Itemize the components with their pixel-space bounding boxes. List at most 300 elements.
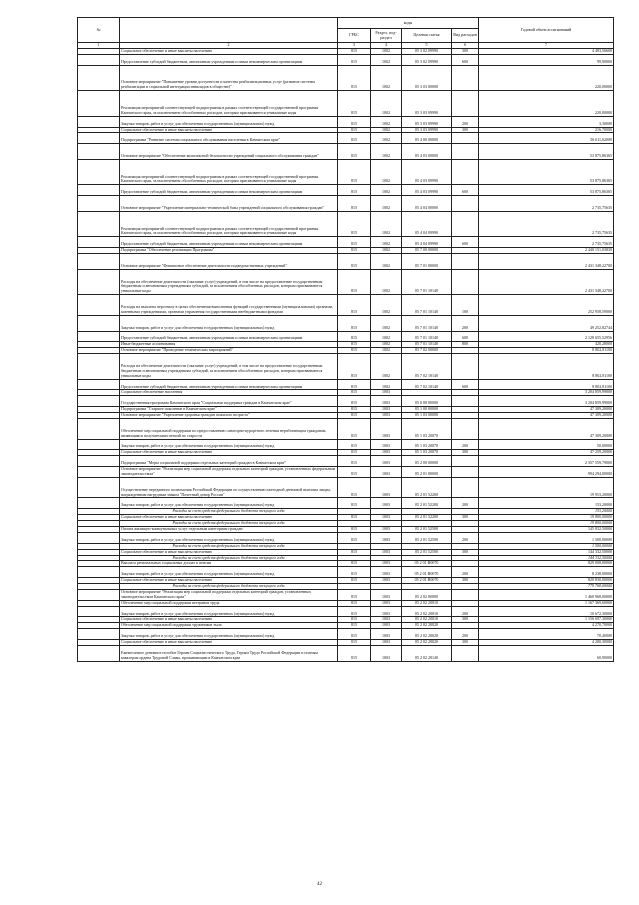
table-row: [78, 379, 614, 390]
item-name-cell: Расходы за счет средств федерального бюджета текущего года: [120, 521, 338, 527]
grbs-cell: 815: [338, 237, 371, 248]
expense-kind-cell: [452, 159, 479, 185]
section-cell: 1002: [371, 91, 402, 117]
expense-kind-cell: [452, 65, 479, 91]
article-cell: 05 3 03 00000: [402, 65, 452, 91]
expense-kind-cell: [452, 354, 479, 380]
item-name-cell: Социальное обеспечение и иные выплаты населению: [120, 578, 338, 584]
section-cell: 1002: [371, 159, 402, 185]
grbs-cell: 815: [338, 617, 371, 623]
amount-cell: 216,70000: [479, 127, 614, 133]
grbs-cell: 815: [338, 396, 371, 407]
table-row: [78, 467, 614, 478]
row-number-cell: [78, 133, 120, 144]
expense-kind-cell: 600: [452, 331, 479, 342]
amount-cell: 19 953,20000: [479, 477, 614, 498]
expense-kind-cell: 200: [452, 116, 479, 127]
expense-kind-cell: 600: [452, 379, 479, 390]
table-row: [78, 477, 614, 498]
amount-cell: 10 672,30000: [479, 606, 614, 617]
row-number-cell: [78, 315, 120, 331]
amount-cell: 2 431 348,22700: [479, 254, 614, 270]
amount-cell: 2 735,75635: [479, 211, 614, 237]
table-row: [78, 185, 614, 196]
expense-kind-cell: [452, 589, 479, 600]
expense-kind-cell: [452, 211, 479, 237]
grbs-cell: 815: [338, 159, 371, 185]
article-cell: 05 3 02 09990: [402, 49, 452, 55]
grbs-cell: 815: [338, 439, 371, 450]
item-name-cell: Предоставление субсидий бюджетным, автономным учреждениям и иным некоммерческим организациям: [120, 237, 338, 248]
amount-cell: 252 958,59000: [479, 295, 614, 316]
amount-cell: 8 802,81100: [479, 379, 614, 390]
amount-cell: 8 802,81100: [479, 348, 614, 354]
item-name-cell: Социальное обеспечение и иные выплаты населению: [120, 549, 338, 555]
table-row: [78, 418, 614, 439]
row-number-cell: [78, 629, 120, 640]
section-cell: 1002: [371, 237, 402, 248]
article-cell: 05 7 01 10140: [402, 342, 452, 348]
article-cell: 05 7 02 10140: [402, 354, 452, 380]
grbs-cell: 815: [338, 116, 371, 127]
expense-kind-cell: 300: [452, 617, 479, 623]
grbs-cell: 815: [338, 623, 371, 629]
article-cell: 05 2 01 52500: [402, 526, 452, 532]
section-cell: 1003: [371, 390, 402, 396]
kind-column-header: Вид расходов: [452, 29, 479, 43]
amount-cell: 2 128 655,52956: [479, 331, 614, 342]
row-number-cell: [78, 439, 120, 450]
amount-cell: 153,20000: [479, 509, 614, 515]
article-cell: 05 7 01 10140: [402, 295, 452, 316]
section-cell: 1002: [371, 354, 402, 380]
row-number-cell: [78, 456, 120, 467]
article-cell: 05 1 00 00000: [402, 407, 452, 413]
expense-kind-cell: [452, 91, 479, 117]
table-row: [78, 269, 614, 295]
article-cell: 05 7 02 10140: [402, 379, 452, 390]
item-name-cell: Расходы на обеспечение деятельности (оказание услуг) учреждений, в том числе на предоставление государственным бюджетным и автономным учреждениям субсидий, за исключением обособленных расходов, которым присваиваются уникальные коды: [120, 354, 338, 380]
table-row: [78, 567, 614, 578]
grbs-cell: 815: [338, 498, 371, 509]
article-column-header: Целевая статья: [402, 29, 452, 43]
grbs-cell: 815: [338, 407, 371, 413]
section-cell: 1002: [371, 54, 402, 65]
article-cell: 05 2 01 R0070: [402, 578, 452, 584]
section-cell: 1003: [371, 515, 402, 521]
grbs-cell: 815: [338, 49, 371, 55]
expense-kind-cell: 300: [452, 640, 479, 646]
amount-cell: 1 167 369,60000: [479, 600, 614, 606]
column-number: 4: [371, 43, 402, 49]
item-name-cell: Закупка товаров, работ и услуг для обеспечения государственных (муниципальных) нужд: [120, 439, 338, 450]
article-cell: 05 1 03 20070: [402, 439, 452, 450]
expense-kind-cell: 100: [452, 295, 479, 316]
article-cell: 05 7 01 10140: [402, 315, 452, 331]
item-name-cell: Реализация мероприятий соответствующей подпрограммы в рамках соответствующей государственной программы Камчатского края, за исключением обособленных расходов, которым присваиваются уникальные коды: [120, 91, 338, 117]
item-name-cell: Закупка товаров, работ и услуг для обеспечения государственных (муниципальных) нужд: [120, 315, 338, 331]
grbs-cell: 815: [338, 91, 371, 117]
amount-cell: 3,30000: [479, 116, 614, 127]
article-cell: 05 3 02 09990: [402, 54, 452, 65]
article-cell: 05 7 02 00000: [402, 348, 452, 354]
item-name-cell: Реализация мероприятий соответствующей подпрограммы в рамках соответствующей государственной программы Камчатского края, за исключением обособленных расходов, которым присваиваются уникальные коды: [120, 211, 338, 237]
amount-cell: 4 483,56600: [479, 49, 614, 55]
grbs-cell: 815: [338, 133, 371, 144]
table-row: [78, 645, 614, 661]
row-number-cell: [78, 396, 120, 407]
expense-kind-cell: [452, 254, 479, 270]
item-name-cell: Оплата жилищно-коммунальных услуг отдельным категориям граждан: [120, 526, 338, 532]
amount-cell: 829 008,00000: [479, 561, 614, 567]
article-cell: 05 7 01 10140: [402, 331, 452, 342]
table-row: [78, 91, 614, 117]
amount-cell: 19 800,00000: [479, 521, 614, 527]
amount-cell: 70,40000: [479, 629, 614, 640]
amount-cell: 53 875,86365: [479, 185, 614, 196]
section-cell: 1003: [371, 467, 402, 478]
section-cell: 1002: [371, 295, 402, 316]
article-cell: 05 2 01 00000: [402, 467, 452, 478]
row-number-cell: [78, 116, 120, 127]
amount-cell: 1 460 968,00000: [479, 589, 614, 600]
row-number-cell: [78, 196, 120, 212]
expense-kind-cell: [452, 133, 479, 144]
section-cell: 1003: [371, 407, 402, 413]
item-name-cell: Социальное обеспечение и иные выплаты населению: [120, 617, 338, 623]
item-name-cell: Закупка товаров, работ и услуг для обеспечения государственных (муниципальных) нужд: [120, 629, 338, 640]
expense-kind-cell: [452, 396, 479, 407]
grbs-cell: 815: [338, 348, 371, 354]
amount-cell: 2 735,75635: [479, 196, 614, 212]
item-name-cell: Закупка товаров, работ и услуг для обеспечения государственных (муниципальных) нужд: [120, 567, 338, 578]
row-number-cell: [78, 254, 120, 270]
column-number: 2: [120, 43, 338, 49]
grbs-cell: 815: [338, 354, 371, 380]
article-cell: 05 4 03 09990: [402, 159, 452, 185]
grbs-column-header: ГРБС: [338, 29, 371, 43]
grbs-cell: 815: [338, 600, 371, 606]
grbs-cell: 815: [338, 549, 371, 555]
expense-kind-cell: [452, 467, 479, 478]
item-name-cell: Подпрограмма "Развитие системы социального обслуживания населения в Камчатском крае": [120, 133, 338, 144]
section-cell: 1002: [371, 331, 402, 342]
expense-kind-cell: 200: [452, 532, 479, 543]
article-cell: 05 1 03 00000: [402, 413, 452, 419]
grbs-cell: 815: [338, 144, 371, 160]
expense-kind-cell: 600: [452, 237, 479, 248]
amount-cell: 2 440 151,03830: [479, 248, 614, 254]
row-number-cell: [78, 645, 120, 661]
row-number-cell: [78, 331, 120, 342]
amount-cell: 2 431 348,22700: [479, 269, 614, 295]
item-name-cell: Закупка товаров, работ и услуг для обеспечения государственных (муниципальных) нужд: [120, 606, 338, 617]
amount-cell: 53 875,86365: [479, 144, 614, 160]
item-name-cell: Социальное обеспечение и иные выплаты населению: [120, 450, 338, 456]
table-row: [78, 498, 614, 509]
section-cell: 1003: [371, 532, 402, 543]
grbs-cell: 815: [338, 248, 371, 254]
row-number-cell: [78, 211, 120, 237]
item-name-cell: Предоставление субсидий бюджетным, автономным учреждениям и иным некоммерческим организациям: [120, 331, 338, 342]
amount-cell: 1 156 697,30000: [479, 617, 614, 623]
amount-cell: 53 875,86365: [479, 159, 614, 185]
budget-table: [77, 17, 614, 662]
grbs-cell: 815: [338, 196, 371, 212]
grbs-cell: 815: [338, 379, 371, 390]
item-name-cell: Расходы на обеспечение деятельности (оказание услуг) учреждений, в том числе на предоставление государственным бюджетным и автономным учреждениям субсидий, за исключением обособленных расходов, которым присваиваются уникальные коды: [120, 269, 338, 295]
amount-cell: 99,90000: [479, 54, 614, 65]
expense-kind-cell: 600: [452, 54, 479, 65]
grbs-cell: 815: [338, 418, 371, 439]
table-row: [78, 196, 614, 212]
grbs-cell: 815: [338, 477, 371, 498]
section-cell: 1003: [371, 589, 402, 600]
item-name-cell: Расходы за счет средств федерального бюджета текущего года: [120, 543, 338, 549]
section-cell: 1002: [371, 133, 402, 144]
article-cell: 05 4 03 00000: [402, 144, 452, 160]
item-name-cell: Расходы за счет средств федерального бюджета текущего года: [120, 555, 338, 561]
amount-cell: 220,00000: [479, 91, 614, 117]
article-cell: 05 4 04 09990: [402, 211, 452, 237]
amount-cell: 19 800,00000: [479, 515, 614, 521]
grbs-cell: 815: [338, 456, 371, 467]
item-name-cell: Иные бюджетные ассигнования: [120, 342, 338, 348]
section-cell: 1002: [371, 342, 402, 348]
expense-kind-cell: 200: [452, 567, 479, 578]
amount-cell: 56 611,62000: [479, 133, 614, 144]
article-cell: 05 4 04 00000: [402, 196, 452, 212]
expense-kind-cell: [452, 456, 479, 467]
expense-kind-cell: 300: [452, 127, 479, 133]
section-cell: 1003: [371, 439, 402, 450]
grbs-cell: 815: [338, 211, 371, 237]
article-cell: 05 7 01 10140: [402, 269, 452, 295]
section-cell: 1002: [371, 116, 402, 127]
article-cell: 05 2 02 20010: [402, 606, 452, 617]
row-number-cell: [78, 91, 120, 117]
section-cell: 1003: [371, 477, 402, 498]
table-row: [78, 133, 614, 144]
grbs-cell: 815: [338, 127, 371, 133]
row-number-cell: [78, 498, 120, 509]
item-name-cell: Основное мероприятие "Проведение тематических мероприятий": [120, 348, 338, 354]
article-cell: 05 2 01 52500: [402, 549, 452, 555]
grbs-cell: 815: [338, 295, 371, 316]
row-number-cell: [78, 477, 120, 498]
item-name-cell: Основное мероприятие "Финансовое обеспечение деятельности подведомственных учреждений": [120, 254, 338, 270]
section-cell: 1003: [371, 578, 402, 584]
expense-kind-cell: 300: [452, 49, 479, 55]
expense-kind-cell: 200: [452, 606, 479, 617]
grbs-cell: 815: [338, 185, 371, 196]
section-column-header: Раздел, под-раздел: [371, 29, 402, 43]
item-name-cell: Подпрограмма "Обеспечение реализации Программы": [120, 248, 338, 254]
amount-cell: 994 294,00000: [479, 467, 614, 478]
section-cell: 1003: [371, 526, 402, 532]
article-cell: 05 2 01 52200: [402, 515, 452, 521]
amount-cell: 4 270,70000: [479, 623, 614, 629]
row-number-cell: [78, 295, 120, 316]
table-row: [78, 532, 614, 543]
table-row: [78, 456, 614, 467]
item-name-cell: Закупка товаров, работ и услуг для обеспечения государственных (муниципальных) нужд: [120, 498, 338, 509]
amount-cell: 4 200,30000: [479, 640, 614, 646]
amount-cell: 49 252,82744: [479, 315, 614, 331]
grbs-cell: 815: [338, 413, 371, 419]
section-cell: 1003: [371, 498, 402, 509]
expense-kind-cell: [452, 269, 479, 295]
amount-cell: 3 204 859,99000: [479, 396, 614, 407]
expense-kind-cell: 300: [452, 578, 479, 584]
amount-cell: 1 500,00000: [479, 532, 614, 543]
item-name-cell: Социальное обеспечение населения: [120, 390, 338, 396]
grbs-cell: 815: [338, 578, 371, 584]
amount-cell: 144 332,50000: [479, 549, 614, 555]
article-cell: 05 4 00 00000: [402, 133, 452, 144]
expense-kind-cell: 800: [452, 342, 479, 348]
article-cell: 05 4 04 09990: [402, 237, 452, 248]
table-row: [78, 65, 614, 91]
grbs-cell: 815: [338, 450, 371, 456]
item-name-cell: Обеспечение мер социальной поддержки тружеников тыла: [120, 623, 338, 629]
column-number: 5: [402, 43, 452, 49]
item-name-cell: Закупка товаров, работ и услуг для обеспечения государственных (муниципальных) нужд: [120, 116, 338, 127]
item-name-cell: Основное мероприятие "Укрепление здоровья граждан пожилого возраста": [120, 413, 338, 419]
row-number-cell: [78, 589, 120, 600]
row-number-cell: [78, 144, 120, 160]
grbs-cell: 815: [338, 567, 371, 578]
section-cell: 1002: [371, 379, 402, 390]
grbs-cell: 815: [338, 532, 371, 543]
section-cell: 1002: [371, 196, 402, 212]
expense-kind-cell: 200: [452, 315, 479, 331]
expense-kind-cell: 200: [452, 498, 479, 509]
article-cell: 05 7 00 00000: [402, 248, 452, 254]
amount-cell: 47 259,20000: [479, 450, 614, 456]
section-cell: 1002: [371, 127, 402, 133]
amount-cell: 145 832,50000: [479, 526, 614, 532]
item-name-cell: Основное мероприятие "Укрепление материально-технической базы учреждений социального обслуживания граждан": [120, 196, 338, 212]
item-name-cell: Подпрограмма "Старшее поколение в Камчатском крае": [120, 407, 338, 413]
article-cell: 05 2 02 20020: [402, 629, 452, 640]
article-cell: 05 0 00 00000: [402, 396, 452, 407]
codes-group-header: коды: [338, 18, 479, 29]
column-number: 6: [452, 43, 479, 49]
expense-kind-cell: 300: [452, 549, 479, 555]
item-name-cell: Расходы на выплаты персоналу в целях обеспечения выполнения функций государственными (муниципальными) органами, казенными учреждениями, органами управления государственными внебюджетными фондами: [120, 295, 338, 316]
grbs-cell: 815: [338, 467, 371, 478]
section-cell: 1002: [371, 348, 402, 354]
article-cell: 05 3 03 09990: [402, 116, 452, 127]
expense-kind-cell: 600: [452, 185, 479, 196]
section-cell: 1003: [371, 629, 402, 640]
row-number-cell: [78, 237, 120, 248]
item-name-cell: Осуществление переданного полномочия Российской Федерации по осуществлению ежегодной денежной выплаты лицам, награжденным нагрудным знаком "Почетный донор России": [120, 477, 338, 498]
item-name-cell: Ежемесячное денежное пособие Героям Социалистического Труда, Героям Труда Российской Федерации и полным кавалерам ордена Трудовой Славы, проживающим в Камчатском крае: [120, 645, 338, 661]
expense-kind-cell: 300: [452, 450, 479, 456]
expense-kind-cell: [452, 144, 479, 160]
column-number: 1: [78, 43, 120, 49]
section-cell: 1002: [371, 248, 402, 254]
amount-cell: 3 204 859,99000: [479, 390, 614, 396]
table-row: [78, 116, 614, 127]
table-row: [78, 439, 614, 450]
item-name-cell: Обеспечение мер социальной поддержки по предоставлению санаторно-курортного лечения неработающим гражданам, являющимся получателями пенсий по старости: [120, 418, 338, 439]
expense-kind-cell: 200: [452, 629, 479, 640]
article-cell: 05 2 01 52200: [402, 498, 452, 509]
table-row: [78, 331, 614, 342]
article-cell: 05 2 02 20020: [402, 640, 452, 646]
row-number-cell: [78, 54, 120, 65]
article-cell: 05 3 03 09990: [402, 127, 452, 133]
expense-kind-cell: [452, 418, 479, 439]
item-name-cell: Государственная программа Камчатского края "Социальная поддержка граждан в Камчатском крае": [120, 396, 338, 407]
section-cell: 1003: [371, 396, 402, 407]
section-cell: 1003: [371, 413, 402, 419]
amount-cell: 779 768,00000: [479, 584, 614, 590]
row-number-cell: [78, 269, 120, 295]
row-number-cell: [78, 532, 120, 543]
table-row: [78, 354, 614, 380]
article-cell: 05 2 02 20010: [402, 617, 452, 623]
expense-kind-cell: [452, 196, 479, 212]
table-row: [78, 315, 614, 331]
article-cell: 05 7 01 00000: [402, 254, 452, 270]
table-row: [78, 396, 614, 407]
grbs-cell: 815: [338, 606, 371, 617]
section-cell: 1003: [371, 606, 402, 617]
item-name-cell: Социальное обеспечение и иные выплаты населению: [120, 515, 338, 521]
amount-cell: 47 309,20000: [479, 407, 614, 413]
item-name-cell: Предоставление субсидий бюджетным, автономным учреждениям и иным некоммерческим организациям: [120, 379, 338, 390]
article-cell: 05 4 03 09990: [402, 185, 452, 196]
section-cell: 1003: [371, 456, 402, 467]
section-cell: 1003: [371, 549, 402, 555]
article-cell: 05 2 02 20020: [402, 623, 452, 629]
grbs-cell: 815: [338, 515, 371, 521]
grbs-cell: 815: [338, 390, 371, 396]
row-number-cell: [78, 379, 120, 390]
article-cell: 05 2 00 00000: [402, 456, 452, 467]
amount-cell: 153,20000: [479, 498, 614, 509]
article-cell: 05 2 02 00000: [402, 589, 452, 600]
column-number: 3: [338, 43, 371, 49]
item-name-cell: Предоставление субсидий бюджетным, автономным учреждениям и иным некоммерческим организациям: [120, 185, 338, 196]
item-name-cell: Основное мероприятие "Обеспечение комплексной безопасности учреждений социального обслуживания граждан": [120, 144, 338, 160]
section-cell: 1002: [371, 254, 402, 270]
expense-kind-cell: 300: [452, 515, 479, 521]
section-cell: 1003: [371, 567, 402, 578]
section-cell: 1002: [371, 315, 402, 331]
amount-cell: 60,90000: [479, 645, 614, 661]
expense-kind-cell: [452, 477, 479, 498]
grbs-cell: 815: [338, 254, 371, 270]
item-name-cell: Закупка товаров, работ и услуг для обеспечения государственных (муниципальных) нужд: [120, 532, 338, 543]
table-row: [78, 237, 614, 248]
amount-cell: 820 830,00000: [479, 578, 614, 584]
article-cell: 05 2 01 R0070: [402, 567, 452, 578]
section-cell: 1002: [371, 65, 402, 91]
grbs-cell: 815: [338, 561, 371, 567]
section-cell: 1003: [371, 640, 402, 646]
article-cell: 05 1 03 20070: [402, 418, 452, 439]
grbs-cell: 815: [338, 315, 371, 331]
item-name-cell: Основное мероприятие "Повышение уровня доступности и качества реабилитационных услуг (развитие системы реабилитации и социальной интеграции инвалидов в обществе)": [120, 65, 338, 91]
item-name-cell: Социальное обеспечение и иные выплаты населению: [120, 640, 338, 646]
table-row: [78, 144, 614, 160]
item-name-cell: Социальное обеспечение и иные выплаты населению: [120, 127, 338, 133]
